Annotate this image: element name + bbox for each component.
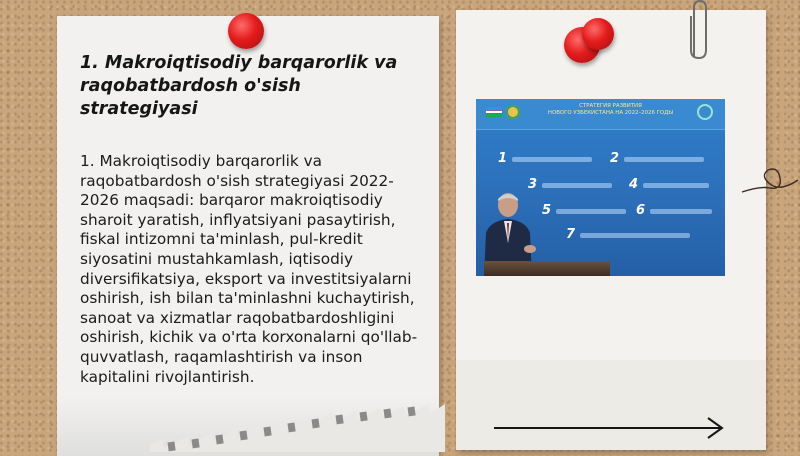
slide-text-bar	[556, 209, 626, 214]
podium	[484, 261, 610, 276]
slide-number: 2	[610, 151, 620, 166]
slide-header	[476, 99, 725, 130]
strategy-slide-image	[476, 99, 725, 276]
note-body: 1. Makroiqtisodiy barqarorlik va raqobatbardosh o'sish strategiyasi 2022-2026 maqsadi: barqaror makroiqtisodiy sharoit yaratish, inflyatsiyani pasaytirish, fiskal intizomni ta'minlash, pul-kredit siyosatini mustahkamlash, iqtisodiy diversifikatsiya, eksport va investitsiyalarni oshirish, ish bilan ta'minlashni kuchaytirish, sanoat va xizmatlar raqobatbardoshligini oshirish, kichik va o'rta korxonalarni qo'llab-quvvatlash, raqamlashtirish va inson kapitalini rivojlantirish.	[80, 152, 418, 386]
slide-text-bar	[624, 157, 704, 162]
strategy-logo-icon	[697, 104, 713, 120]
paperclip-icon	[686, 0, 710, 62]
arrow-right-icon	[494, 416, 726, 440]
slide-text-bar	[542, 183, 612, 188]
slide-text-bar	[512, 157, 592, 162]
slide-number: 1	[498, 151, 508, 166]
slide-number: 7	[566, 227, 576, 242]
slide-text-bar	[650, 209, 712, 214]
slide-number: 6	[636, 203, 646, 218]
slide-number: 4	[629, 177, 639, 192]
torn-paper-strip	[150, 398, 445, 452]
state-emblem-icon	[506, 105, 520, 119]
push-pin-icon	[228, 13, 264, 49]
slide-number: 3	[528, 177, 538, 192]
push-pin-icon	[582, 18, 614, 50]
slide-text-bar	[643, 183, 709, 188]
slide-header-text: СТРАТЕГИЯ РАЗВИТИЯ НОВОГО УЗБЕКИСТАНА НА 2022–2026 ГОДЫ	[547, 103, 674, 116]
string-doodle	[740, 150, 800, 210]
slide-number: 5	[542, 203, 552, 218]
note-title: 1. Makroiqtisodiy barqarorlik va raqobatbardosh o'sish strategiyasi	[80, 53, 398, 119]
uzbekistan-flag-icon	[486, 107, 502, 117]
slide-text-bar	[580, 233, 690, 238]
